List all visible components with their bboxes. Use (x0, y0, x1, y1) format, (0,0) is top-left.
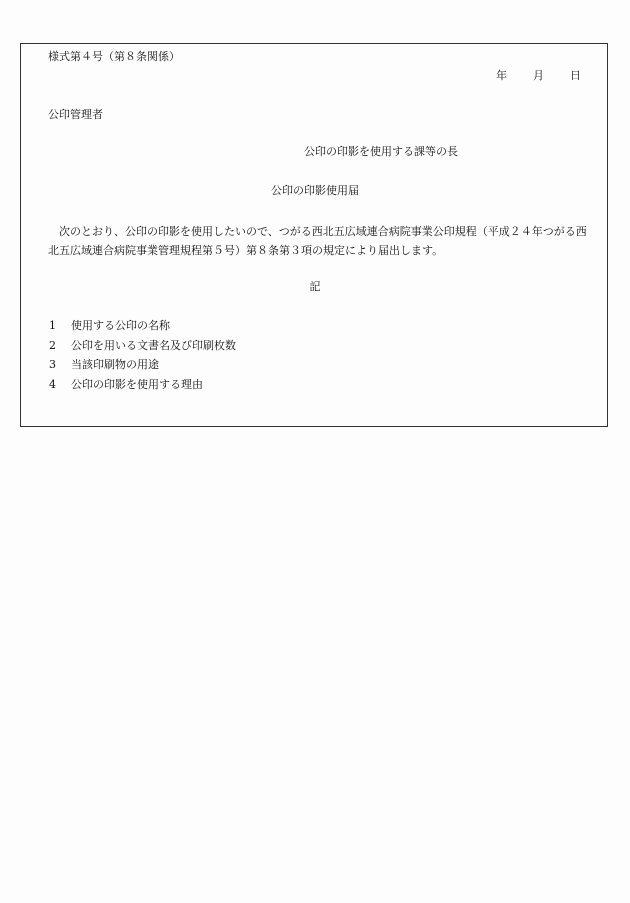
item-number: 4 (49, 377, 56, 391)
item-number: 3 (49, 358, 56, 371)
form-number: 様式第４号（第８条関係） (48, 50, 180, 63)
list-item (49, 319, 236, 339)
item-list (49, 319, 236, 397)
list-item (49, 378, 236, 398)
item-text: 公印の印影を使用する理由 (71, 377, 203, 391)
document-title: 公印の印影使用届 (271, 184, 359, 197)
form-frame (20, 43, 608, 427)
day-label: 日 (570, 69, 581, 82)
body-paragraph: 次のとおり、公印の印影を使用したいので、つがる西北五広域連合病院事業公印規程（平成２４年つがる西北五広域連合病院事業管理規程第５号）第８条第３項の規定により届出します。 (48, 225, 587, 257)
item-number: 1 (49, 319, 56, 332)
item-text: 当該印刷物の用途 (71, 358, 159, 371)
list-item (49, 339, 236, 359)
list-item (49, 358, 236, 378)
applicant: 公印の印影を使用する課等の長 (304, 145, 458, 158)
item-text: 公印を用いる文書名及び印刷枚数 (71, 338, 236, 352)
month-label: 月 (533, 69, 544, 82)
item-number: 2 (49, 338, 56, 352)
addressee: 公印管理者 (48, 108, 103, 121)
year-label: 年 (496, 69, 507, 82)
date-line (496, 69, 581, 83)
item-text: 使用する公印の名称 (71, 319, 170, 332)
ki-heading: 記 (309, 280, 321, 293)
